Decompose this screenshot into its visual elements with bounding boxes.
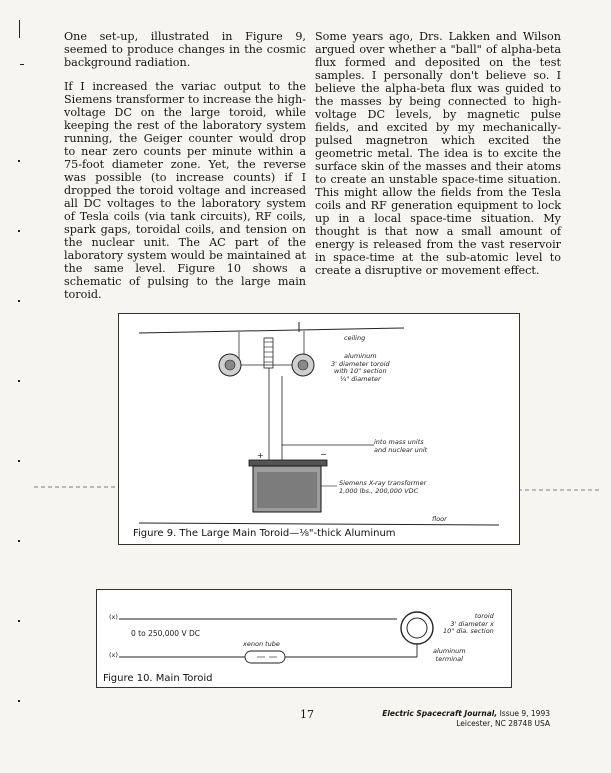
paragraph: If I increased the variac output to the Siemens transformer to increase the high-voltage DC on the large toroid, while keeping the rest of the laboratory system running, the Geiger counter would drop to near zero counts per minute within a 75-foot diameter zone. Yet, the reverse was possible (to increase counts) if I dropped the toroid voltage and increased all DC voltages to the laboratory system of Tesla coils (via tank circuits), RF coils, spark gaps, toroidal coils, and tension on the nuclear unit. The AC part of the laboratory system would be maintained at the same level. Figure 10 shows a schematic of pulsing to the large main toroid. <box>64 80 306 301</box>
toroid-label: aluminum 3' diameter toroid with 10" section ¼" diameter <box>331 352 390 383</box>
margin-mark <box>18 380 20 382</box>
figure-10-caption: Figure 10. Main Toroid <box>103 673 213 684</box>
ceiling-label: ceiling <box>344 334 366 342</box>
margin-mark <box>18 540 20 542</box>
right-column <box>315 30 561 288</box>
margin-mark <box>18 160 20 162</box>
paragraph: Some years ago, Drs. Lakken and Wilson argued over whether a "ball" of alpha-beta flux formed and deposited on the test samples. I personally don't believe so. I believe the alpha-beta flux was guided to the masses by being connected to high-voltage DC levels, by magnetic pulse fields, and excited by my mechanically-pulsed magnetron which excited the geometric metal. The idea is to excite the surface skin of the masses and their atoms to create an unstable space-time situation. This might allow the fields from the Tesla coils and RF generation equipment to lock up in a local space-time situation. My thought is that now a small amount of energy is released from the vast reservoir in space-time at the sub-atomic level to create a disruptive or movement effect. <box>315 30 561 277</box>
journal-issue: Issue 9, 1993 <box>497 709 550 718</box>
journal-address: Leicester, NC 28748 USA <box>456 719 550 728</box>
x-top-label: (x) <box>109 613 118 621</box>
xenon-tube-label: xenon tube <box>243 640 280 648</box>
margin-mark <box>18 230 20 232</box>
margin-mark <box>19 20 20 38</box>
journal-title: Electric Spacecraft Journal, <box>382 709 498 718</box>
journal-footer <box>380 709 550 729</box>
page-number: 17 <box>300 708 314 721</box>
transformer-label: Siemens X-ray transformer 1,000 lbs., 200,000 VDC <box>339 479 427 495</box>
x-bottom-label: (x) <box>109 651 118 659</box>
figure-9 <box>118 313 520 545</box>
toroid-setup-diagram <box>119 314 519 544</box>
margin-mark <box>18 460 20 462</box>
paragraph: One set-up, illustrated in Figure 9, seemed to produce changes in the cosmic background radiation. <box>64 30 306 69</box>
minus-terminal-label: − <box>320 450 327 459</box>
margin-mark <box>18 700 20 702</box>
figure-9-caption: Figure 9. The Large Main Toroid—⅛"-thick Aluminum <box>133 528 396 539</box>
left-column <box>64 30 306 312</box>
floor-label: floor <box>432 515 447 523</box>
margin-mark <box>18 300 20 302</box>
plus-terminal-label: + <box>257 451 264 460</box>
mass-units-label: into mass units and nuclear unit <box>374 438 428 454</box>
margin-mark <box>20 64 24 65</box>
figure-10 <box>96 589 512 688</box>
terminal-label: aluminum terminal <box>433 647 466 663</box>
voltage-label: 0 to 250,000 V DC <box>131 629 200 638</box>
margin-mark <box>18 620 20 622</box>
toroid-label: toroid 3' diameter x 10" dia. section <box>443 612 494 635</box>
